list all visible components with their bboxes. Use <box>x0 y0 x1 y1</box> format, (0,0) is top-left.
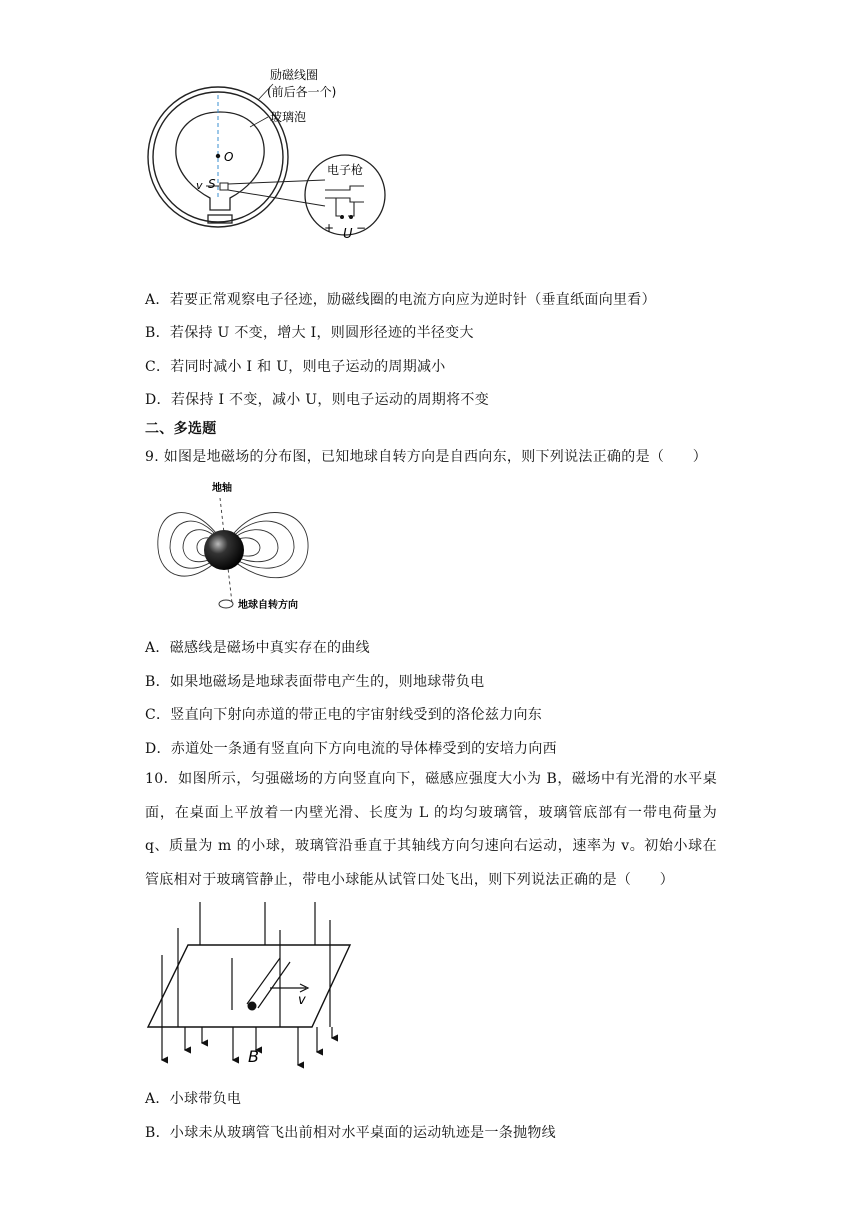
label-v-tube: v <box>298 993 306 1008</box>
leader-line-2 <box>228 190 325 206</box>
label-coil: 励磁线圈 <box>270 68 319 82</box>
leader-line <box>228 180 325 184</box>
label-U: U <box>343 227 353 242</box>
label-O: O <box>224 150 234 164</box>
tube-right-edge <box>258 962 290 1008</box>
figure-geomagnetic-field <box>150 478 320 618</box>
terminal-minus <box>349 215 353 219</box>
figure-electron-beam-apparatus <box>140 60 400 250</box>
charged-ball <box>248 1002 257 1011</box>
q9-option-c: C．竖直向下射向赤道的带正电的宇宙射线受到的洛伦兹力向东 <box>145 707 543 723</box>
label-S: S <box>208 177 216 191</box>
q9-stem: 9. 如图是地磁场的分布图，已知地球自转方向是自西向东，则下列说法正确的是（ ） <box>145 449 708 465</box>
q9-option-d: D．赤道处一条通有竖直向下方向电流的导体棒受到的安培力向西 <box>145 741 557 757</box>
q10-option-a: A．小球带负电 <box>145 1091 242 1107</box>
label-earth-rotation: 地球自转方向 <box>238 600 298 611</box>
q8-option-b: B．若保持 U 不变，增大 I，则圆形径迹的半径变大 <box>145 325 474 341</box>
center-point <box>216 154 220 158</box>
label-minus: − <box>356 221 367 235</box>
q9-option-a: A．磁感线是磁场中真实存在的曲线 <box>145 640 370 656</box>
q8-option-c: C．若同时减小 I 和 U，则电子运动的周期减小 <box>145 359 446 375</box>
label-earth-axis: 地轴 <box>212 483 232 494</box>
electron-gun-box <box>220 183 228 190</box>
label-coil-note: (前后各一个) <box>267 85 337 99</box>
bulb-pointer <box>250 117 268 127</box>
figure-glass-tube-field <box>140 900 360 1075</box>
q8-option-a: A．若要正常观察电子径迹，励磁线圈的电流方向应为逆时针（垂直纸面向里看） <box>145 292 656 308</box>
label-plus: + <box>324 221 335 235</box>
label-gun: 电子枪 <box>327 163 364 177</box>
tube-left-edge <box>247 958 280 1004</box>
q9-option-b: B．如果地磁场是地球表面带电产生的，则地球带负电 <box>145 674 485 690</box>
label-B: B <box>248 1047 259 1066</box>
earth <box>204 530 244 570</box>
q10-option-b: B．小球未从玻璃管飞出前相对水平桌面的运动轨迹是一条抛物线 <box>145 1125 556 1141</box>
rotation-loop <box>219 600 233 608</box>
section-title: 二、多选题 <box>145 421 217 437</box>
gun-detail <box>325 186 364 216</box>
label-bulb: 玻璃泡 <box>270 110 307 124</box>
q10-stem: 10．如图所示，匀强磁场的方向竖直向下，磁感应强度大小为 B，磁场中有光滑的水平桌面，在桌面上平放着一内壁光滑、长度为 L 的均匀玻璃管，玻璃管底部有一带电荷量为 q、质量为 m 的小球，玻璃管沿垂直于其轴线方向匀速向右运动，速率为 v。初始小球在管底相对于玻璃管静止，带电小球能从试管口处飞出，则下列说法正确的是（ ） <box>145 771 717 888</box>
label-v: v <box>196 179 203 192</box>
terminal-plus <box>340 215 344 219</box>
q8-option-d: D．若保持 I 不变，减小 U，则电子运动的周期将不变 <box>145 392 490 408</box>
